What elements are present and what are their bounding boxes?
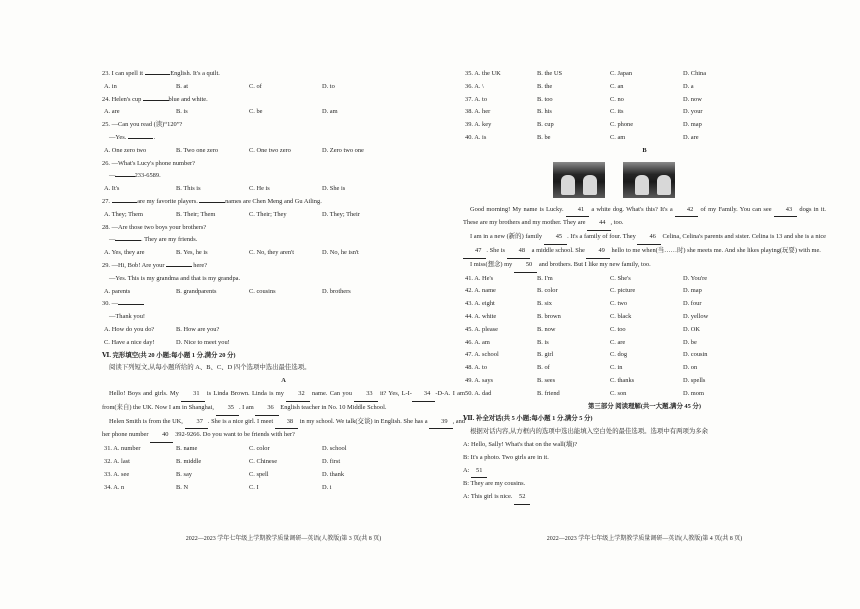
blank-number: 52 xyxy=(514,491,530,505)
option-row xyxy=(463,375,826,388)
answer-blank xyxy=(128,138,154,139)
answer-option: 39. A. key xyxy=(465,121,492,129)
answer-option: D. cousin xyxy=(683,351,708,359)
answer-option: 40. A. is xyxy=(465,133,487,141)
answer-option: D. OK xyxy=(683,325,701,333)
answer-option: D. Nice to meet you! xyxy=(176,338,230,346)
question-line: 24. Helen's cup blue and white. xyxy=(102,95,208,103)
blank-number: 45 xyxy=(544,231,567,245)
answer-option: C. No, they aren't xyxy=(249,249,294,257)
answer-option: 42. A. name xyxy=(465,287,496,295)
answer-option: D. They; Their xyxy=(322,210,360,218)
option-row xyxy=(463,132,826,145)
answer-option: C. no xyxy=(610,95,624,103)
answer-option: B. too xyxy=(537,95,553,103)
answer-option: C. two xyxy=(610,300,628,308)
answer-option: C. Their; They xyxy=(249,210,287,218)
option-row xyxy=(463,106,826,119)
blank-number: 42 xyxy=(675,204,698,218)
option-row xyxy=(463,349,826,362)
option-row xyxy=(102,443,465,456)
exam-page-4 xyxy=(463,68,826,568)
question-line: — . They are my friends. xyxy=(109,236,198,244)
option-row xyxy=(463,337,826,350)
option-row xyxy=(102,247,465,260)
answer-option: C. black xyxy=(610,312,632,320)
answer-option: D. four xyxy=(683,300,702,308)
question-line: — 233-6589. xyxy=(109,172,161,180)
blank-number: 38 xyxy=(275,416,298,430)
answer-option: C. Japan xyxy=(610,70,633,77)
answer-option: B. sees xyxy=(537,376,556,384)
answer-blank xyxy=(115,240,141,241)
blank-number: 50 xyxy=(514,259,537,273)
answer-option: A. One zero two xyxy=(104,146,147,154)
question-line: Ⅵ. 完形填空(共 20 小题;每小题 1 分,满分 20 分) xyxy=(102,351,236,359)
answer-option: B. N xyxy=(176,483,189,491)
answer-option: C. dog xyxy=(610,351,628,359)
answer-option: C. am xyxy=(610,133,626,141)
option-row xyxy=(102,106,465,119)
answer-blank xyxy=(115,176,134,177)
blank-number: 32 xyxy=(286,388,309,402)
question-line: 25. —Can you read (读)“120”? xyxy=(102,121,183,129)
option-row xyxy=(102,469,465,482)
question-line: A: Hello, Sally! What's that on the wall(墙)? xyxy=(463,440,578,448)
answer-option: B. color xyxy=(537,287,558,295)
answer-option: B. Their; Them xyxy=(176,210,216,218)
answer-option: B. be xyxy=(537,133,551,141)
answer-option: D. map xyxy=(683,121,702,129)
answer-option: B. middle xyxy=(176,457,202,465)
blank-number: 41 xyxy=(566,204,589,218)
answer-option: B. is xyxy=(176,108,188,116)
answer-option: A. It's xyxy=(104,185,120,193)
answer-option: D. She is xyxy=(322,185,346,193)
blank-number: 34 xyxy=(412,388,435,402)
question-line: A: 51 xyxy=(463,465,826,479)
option-row xyxy=(463,324,826,337)
answer-option: D. China xyxy=(683,70,707,77)
page-footer: 2022—2023 学年七年级上学期教学质量调研—英语(人教版)第 4 页(共 8 页) xyxy=(546,536,743,542)
option-row xyxy=(102,482,465,495)
exam-page-3 xyxy=(102,68,465,568)
answer-option: 35. A. the UK xyxy=(465,70,501,77)
answer-option: C. He is xyxy=(249,185,270,193)
answer-option: D. first xyxy=(322,457,341,465)
blank-number: 39 xyxy=(429,416,452,430)
section-heading: A xyxy=(281,377,286,385)
answer-option: 47. A. school xyxy=(465,351,499,359)
answer-option: C. an xyxy=(610,82,624,90)
cloze-passage: Helen Smith is from the UK, 37 . She is a nice girl. I meet 38 in my school. We talk(交谈) in English. She has a 39 , and her phone number 40 392-9266. Do you want to be friends with her? xyxy=(102,416,465,444)
answer-option: C. of xyxy=(249,82,262,90)
cloze-passage: I miss(想念) my 50 and brothers. But I like my new family, too. xyxy=(463,259,826,273)
option-row xyxy=(102,456,465,469)
option-row xyxy=(102,286,465,299)
answer-option: B. cup xyxy=(537,121,554,129)
answer-option: D. yellow xyxy=(683,312,709,320)
answer-option: 44. A. white xyxy=(465,312,497,320)
answer-option: C. too xyxy=(610,325,626,333)
question-line: —Yes. This is my grandma and that is my grandpa. xyxy=(109,274,241,282)
blank-number: 48 xyxy=(507,245,530,259)
answer-option: C. cousins xyxy=(249,287,276,295)
answer-option: 36. A. \ xyxy=(465,82,484,90)
blank-number: 43 xyxy=(774,204,797,218)
answer-option: D. Zero two one xyxy=(322,146,364,154)
option-row xyxy=(102,81,465,94)
answer-option: 48. A. to xyxy=(465,364,488,372)
question-line: —Thank you! xyxy=(109,313,146,321)
blank-number: 36 xyxy=(255,402,278,416)
answer-option: D. brothers xyxy=(322,287,351,295)
answer-option: B. say xyxy=(176,470,192,478)
question-line: —Yes. . xyxy=(109,133,156,141)
question-line: 阅读下列短文,从每小题所给的 A、B、C、D 四个选项中选出最佳选项。 xyxy=(109,364,311,372)
answer-option: C. I xyxy=(249,483,259,491)
answer-option: C. picture xyxy=(610,287,636,295)
answer-option: B. brown xyxy=(537,312,561,320)
dog-photo xyxy=(623,162,675,198)
question-line: Ⅶ. 补全对话(共 5 小题;每小题 1 分,满分 5 分) xyxy=(463,415,593,423)
answer-option: B. now xyxy=(537,325,556,333)
answer-option: D. be xyxy=(683,338,697,346)
answer-option: B. name xyxy=(176,445,198,453)
option-row xyxy=(463,94,826,107)
section-heading: B xyxy=(642,146,647,154)
section-heading: 第三部分 阅读理解(共一大题,满分 45 分) xyxy=(588,402,701,410)
answer-option: 34. A. n xyxy=(104,483,125,491)
answer-option: C. son xyxy=(610,389,627,397)
answer-option: B. the xyxy=(537,82,553,90)
answer-option: 43. A. eight xyxy=(465,300,495,308)
answer-option: D. school xyxy=(322,445,347,453)
answer-option: 45. A. please xyxy=(465,325,499,333)
option-row xyxy=(102,337,465,350)
answer-option: A. Yes, they are xyxy=(104,249,145,257)
question-line: B: It's a photo. Two girls are in it. xyxy=(463,453,549,461)
answer-option: B. his xyxy=(537,108,552,116)
answer-option: 41. A. He's xyxy=(465,274,494,282)
answer-option: D. to xyxy=(322,82,335,90)
option-row xyxy=(463,285,826,298)
option-row xyxy=(463,119,826,132)
answer-option: B. This is xyxy=(176,185,201,193)
answer-option: D. am xyxy=(322,108,338,116)
question-line: 根据对话内容,从方框内的选项中选出能填入空白处的最佳选项。选项中有两项为多余 xyxy=(470,428,709,436)
option-row xyxy=(102,183,465,196)
answer-option: D. a xyxy=(683,82,694,90)
answer-option: B. friend xyxy=(537,389,560,397)
answer-option: D. mom xyxy=(683,389,704,397)
option-row xyxy=(102,324,465,337)
question-line: A: This girl is nice. 52 xyxy=(463,491,826,505)
blank-number: 33 xyxy=(354,388,377,402)
answer-option: C. color xyxy=(249,445,270,453)
answer-option: A. How do you do? xyxy=(104,325,155,333)
answer-option: C. its xyxy=(610,108,624,116)
question-line: 30. — xyxy=(102,298,465,311)
option-row xyxy=(463,362,826,375)
photo-row xyxy=(463,158,826,204)
option-row xyxy=(463,298,826,311)
answer-option: B. grandparents xyxy=(176,287,217,295)
answer-option: D. now xyxy=(683,95,702,103)
blank-number: 35 xyxy=(216,402,239,416)
answer-option: B. How are you? xyxy=(176,325,220,333)
cloze-passage: Hello! Boys and girls. My 31 is Linda Brown. Linda is my 32 name. Can you 33 it? Yes, L-I- 34 -D-A. I am from(来自) the UK. Now I am in Shanghai, 35 . I am 36 English teacher in No. 10 Middle School. xyxy=(102,388,465,416)
page-content xyxy=(102,68,465,494)
cloze-passage: I am in a new (新的) family 45 . It's a family of four. They 46 Celina, Celina's parents and sister. Celina is 13 and she is a nice 47 . She is 48 a middle school. She 49 hello to me when(当……时) she meets me. And she likes playing(玩耍) with me. xyxy=(463,231,826,259)
answer-option: B. Yes, he is xyxy=(176,249,208,257)
question-line: 28. —Are those two boys your brothers? xyxy=(102,223,207,231)
answer-option: C. Have a nice day! xyxy=(104,338,155,346)
answer-option: B. at xyxy=(176,82,189,90)
answer-option: D. i xyxy=(322,483,332,491)
answer-option: D. your xyxy=(683,108,703,116)
answer-option: D. spells xyxy=(683,376,706,384)
blank-number: 37 xyxy=(185,416,208,430)
answer-option: C. be xyxy=(249,108,263,116)
option-row xyxy=(463,311,826,324)
question-line: 26. —What's Lucy's phone number? xyxy=(102,159,195,167)
dog-photo xyxy=(553,162,605,198)
answer-blank xyxy=(112,202,138,203)
answer-option: 38. A. her xyxy=(465,108,491,116)
answer-option: B. is xyxy=(537,338,549,346)
answer-option: C. are xyxy=(610,338,626,346)
option-row xyxy=(463,81,826,94)
answer-option: 50. A. dad xyxy=(465,389,492,397)
blank-number: 47 xyxy=(463,245,486,259)
answer-option: B. Two one zero xyxy=(176,146,219,154)
answer-option: D. map xyxy=(683,287,702,295)
answer-option: D. on xyxy=(683,364,698,372)
blank-number: 44 xyxy=(587,217,610,231)
answer-option: B. the US xyxy=(537,70,563,77)
answer-option: C. One two zero xyxy=(249,146,291,154)
answer-option: D. are xyxy=(683,133,699,141)
option-row xyxy=(463,273,826,286)
answer-option: A. are xyxy=(104,108,120,116)
blank-number: 31 xyxy=(181,388,204,402)
answer-option: C. She's xyxy=(610,274,631,282)
answer-blank xyxy=(143,100,169,101)
blank-number: 51 xyxy=(471,465,487,479)
answer-option: 37. A. to xyxy=(465,95,488,103)
answer-blank xyxy=(166,266,192,267)
answer-option: D. No, he isn't xyxy=(322,249,359,257)
answer-option: D. You're xyxy=(683,274,708,282)
question-line: B: They are my cousins. xyxy=(463,480,526,488)
option-row xyxy=(463,388,826,401)
answer-option: B. six xyxy=(537,300,552,308)
answer-option: C. phone xyxy=(610,121,634,129)
option-row xyxy=(102,145,465,158)
page-content xyxy=(463,68,826,505)
answer-option: B. girl xyxy=(537,351,554,359)
question-line: 29. —Hi, Bob! Are your here? xyxy=(102,261,208,269)
answer-option: B. I'm xyxy=(537,274,553,282)
answer-option: A. in xyxy=(104,82,117,90)
answer-option: 33. A. see xyxy=(104,470,130,478)
answer-option: 46. A. am xyxy=(465,338,490,346)
answer-option: 49. A. says xyxy=(465,376,494,384)
answer-blank xyxy=(118,304,144,305)
answer-option: A. They; Them xyxy=(104,210,143,218)
answer-option: 31. A. number xyxy=(104,445,141,453)
blank-number: 49 xyxy=(586,245,609,259)
option-row xyxy=(102,209,465,222)
answer-option: D. thank xyxy=(322,470,345,478)
answer-option: C. spell xyxy=(249,470,269,478)
answer-blank xyxy=(145,74,171,75)
answer-option: C. in xyxy=(610,364,623,372)
cloze-passage: Good morning! My name is Lucky. 41 a white dog. What's this? It's a 42 of my Family. You can see 43 dogs in it. These are my brothers and my mother. They are 44 , too. xyxy=(463,204,826,232)
answer-option: 32. A. last xyxy=(104,457,130,465)
question-line: 27. are my favorite players. names are Chen Meng and Gu Ailing. xyxy=(102,197,322,205)
question-line: 23. I can spell it English. It's a quilt. xyxy=(102,70,220,77)
blank-number: 46 xyxy=(637,231,660,245)
answer-option: C. thanks xyxy=(610,376,635,384)
option-row xyxy=(463,68,826,81)
answer-blank xyxy=(199,202,225,203)
answer-option: A. parents xyxy=(104,287,131,295)
answer-option: C. Chinese xyxy=(249,457,278,465)
blank-number: 40 xyxy=(150,429,173,443)
page-footer: 2022—2023 学年七年级上学期教学质量调研—英语(人教版)第 3 页(共 8 页) xyxy=(185,536,382,542)
answer-option: B. of xyxy=(537,364,550,372)
